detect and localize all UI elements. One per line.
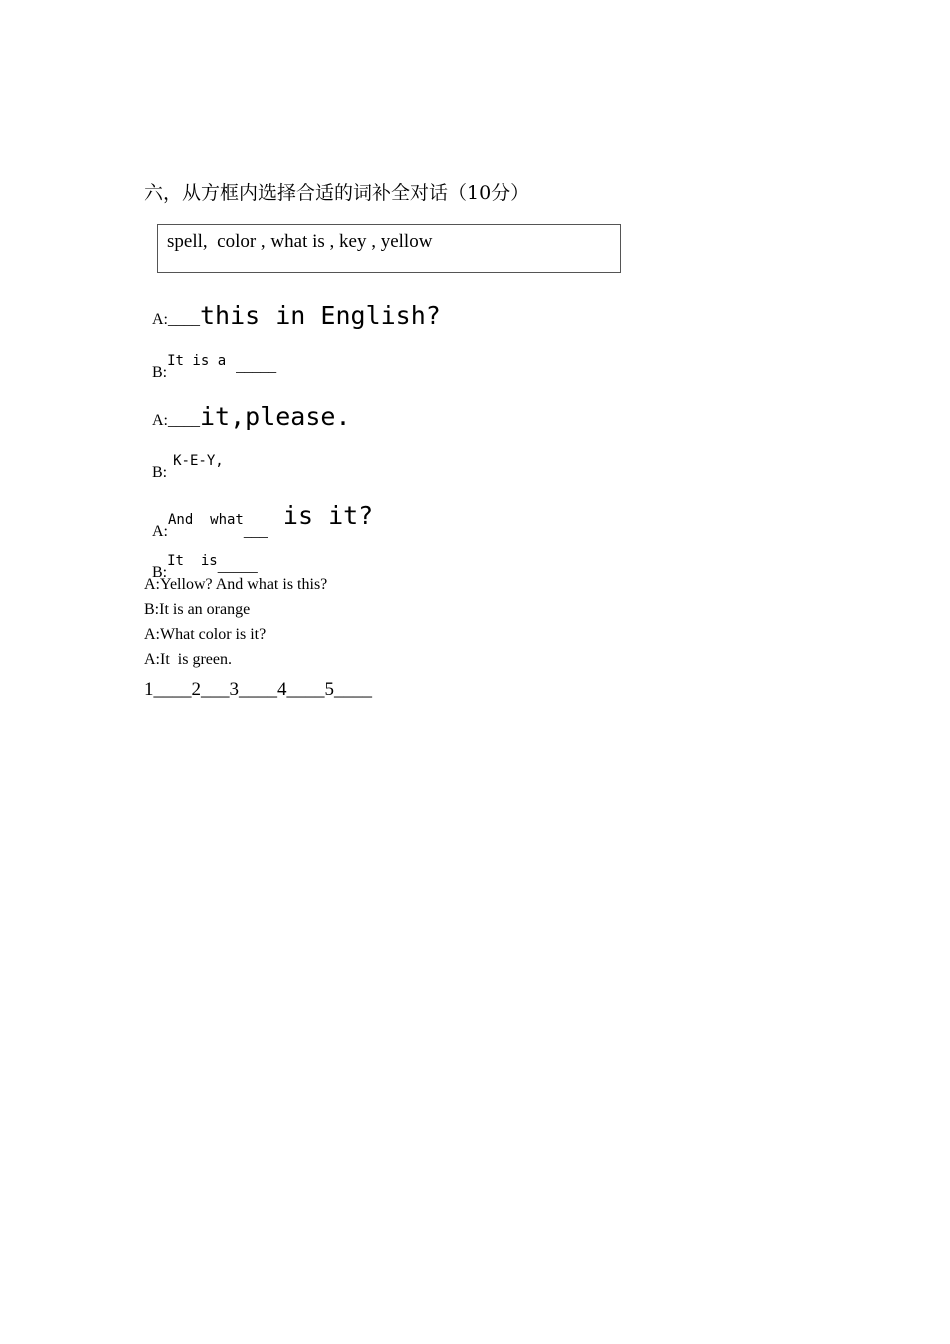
answer-line: 1____2___3____4____5____ bbox=[144, 679, 372, 700]
line-text: It is a bbox=[167, 353, 227, 369]
line-text-after: is it? bbox=[267, 501, 374, 530]
dialogue-line-4 bbox=[144, 434, 224, 481]
speaker-label: B: bbox=[152, 364, 168, 381]
dialogue-line-1 bbox=[144, 283, 441, 330]
line-text: it,please. bbox=[200, 402, 351, 431]
line-text: It is bbox=[167, 553, 218, 569]
line-text: this in English? bbox=[200, 301, 441, 330]
speaker-label: A: bbox=[152, 412, 168, 429]
answer-blank: ____ bbox=[168, 311, 200, 328]
dialogue-plain-line: A:It is green. bbox=[144, 651, 232, 668]
answer-blank: _____ bbox=[217, 558, 258, 575]
dialogue-plain-line: A:Yellow? And what is this? bbox=[144, 576, 328, 593]
line-text: And what bbox=[168, 512, 244, 528]
dialogue-plain-line: B:It is an orange bbox=[144, 601, 251, 618]
word-box bbox=[157, 224, 621, 273]
dialogue-line-3 bbox=[144, 384, 351, 431]
speaker-label: A: bbox=[152, 311, 168, 328]
answer-blank: _____ bbox=[236, 358, 277, 375]
word-box-text: spell, color , what is , key , yellow bbox=[167, 231, 433, 252]
dialogue-line-2 bbox=[144, 334, 277, 381]
speaker-label: A: bbox=[152, 523, 168, 540]
speaker-label: B: bbox=[152, 564, 168, 581]
dialogue-plain-line: A:What color is it? bbox=[144, 626, 267, 643]
line-text: K-E-Y, bbox=[173, 453, 224, 469]
section-title: 六，从方框内选择合适的词补全对话（10分） bbox=[144, 182, 530, 204]
dialogue-line-5 bbox=[144, 483, 374, 540]
answer-blank: ____ bbox=[168, 412, 200, 429]
answer-blank: ___ bbox=[243, 523, 268, 540]
speaker-label: B: bbox=[152, 464, 168, 481]
dialogue-line-6 bbox=[144, 534, 258, 581]
